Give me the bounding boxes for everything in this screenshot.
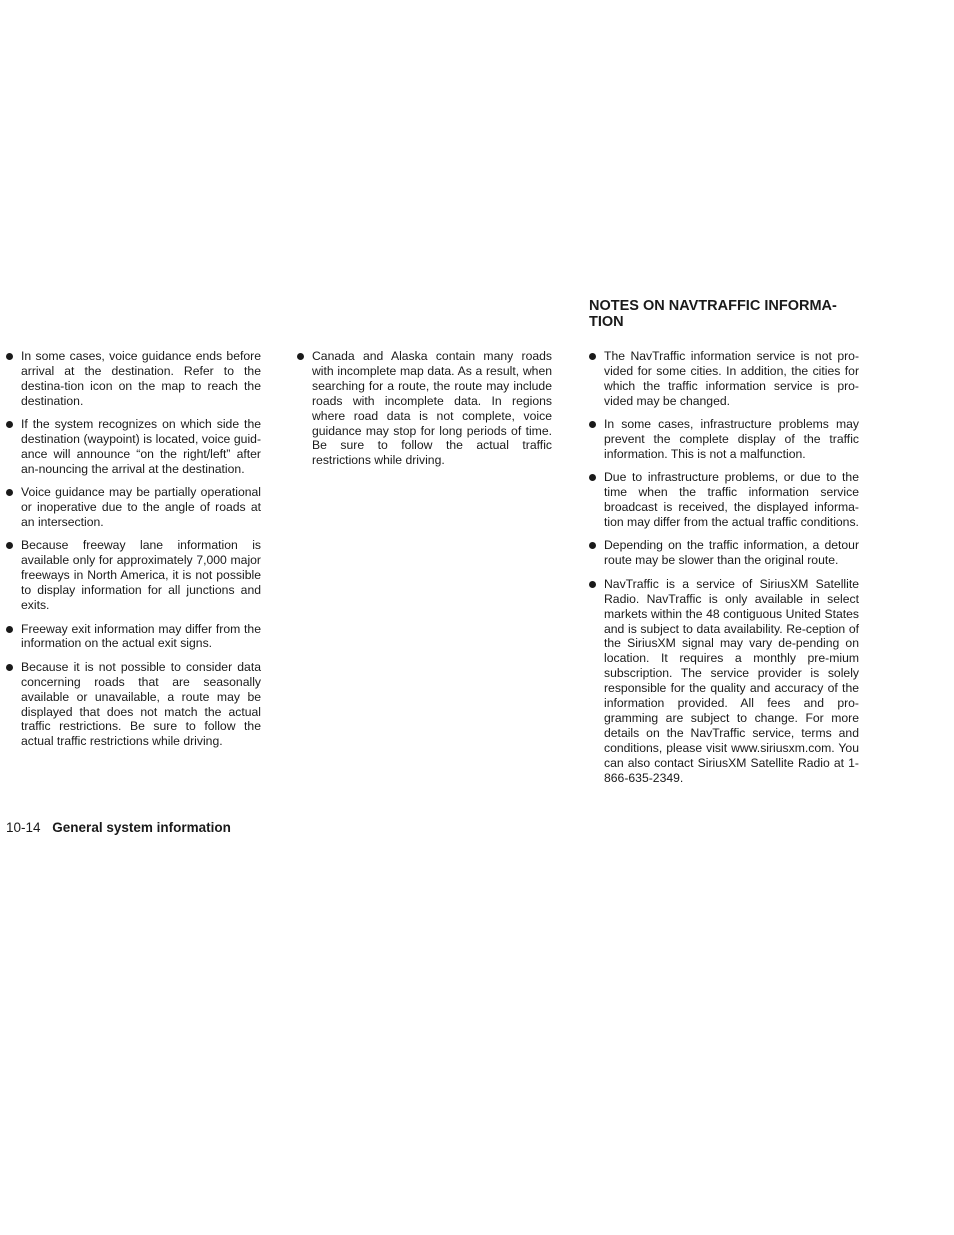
list-item: Depending on the traffic information, a detour route may be slower than the original route.: [589, 538, 859, 568]
bullet-icon: [589, 581, 596, 588]
list-item: Canada and Alaska contain many roads with incomplete map data. As a result, when searching for a route, the route may include roads with incomplete data. In regions where road data is not complete, voice guidance may stop for long periods of time. Be sure to follow the actual traffic restrictions while driving.: [297, 349, 552, 468]
right-column: [589, 349, 859, 794]
heading-line-2: TION: [589, 314, 624, 330]
footer-section-title: General system information: [52, 820, 231, 835]
list-item: Due to infrastructure problems, or due to the time when the traffic information service broadcast is received, the displayed informa-tion may differ from the actual traffic conditions.: [589, 470, 859, 530]
middle-column: [297, 349, 552, 477]
bullet-icon: [589, 474, 596, 481]
bullet-list: [297, 349, 552, 468]
bullet-icon: [6, 353, 13, 360]
page-footer: [6, 820, 231, 836]
bullet-icon: [589, 421, 596, 428]
list-item: NavTraffic is a service of SiriusXM Satellite Radio. NavTraffic is only available in select markets within the 48 contiguous United States and is subject to data availability. Re-ception of the SiriusXM signal may vary de-pending on location. It requires a monthly pre-mium subscription. The service provider is solely responsible for the quality and accuracy of the information provided. All fees and pro-gramming are subject to change. For more details on the NavTraffic service, terms and conditions, please visit www.siriusxm.com. You can also contact SiriusXM Satellite Radio at 1-866-635-2349.: [589, 577, 859, 786]
list-item: In some cases, infrastructure problems may prevent the complete display of the traffic information. This is not a malfunction.: [589, 417, 859, 462]
left-column: [6, 349, 261, 758]
bullet-icon: [6, 626, 13, 633]
list-item: Because freeway lane information is available only for approximately 7,000 major freeways in North America, it is not possible to display information for all junctions and exits.: [6, 538, 261, 613]
bullet-icon: [6, 421, 13, 428]
bullet-list: [6, 349, 261, 749]
page-number: 10-14: [6, 820, 41, 835]
list-item: Freeway exit information may differ from the information on the actual exit signs.: [6, 622, 261, 652]
bullet-icon: [6, 489, 13, 496]
list-item: In some cases, voice guidance ends before arrival at the destination. Refer to the destina-tion icon on the map to reach the destination.: [6, 349, 261, 409]
list-item: The NavTraffic information service is not pro-vided for some cities. In addition, the cities for which the traffic information service is pro-vided may be changed.: [589, 349, 859, 409]
list-item: If the system recognizes on which side the destination (waypoint) is located, voice guid-ance will announce “on the right/left” after an-nouncing the arrival at the destination.: [6, 417, 261, 477]
bullet-icon: [589, 542, 596, 549]
bullet-icon: [297, 353, 304, 360]
bullet-icon: [589, 353, 596, 360]
bullet-icon: [6, 542, 13, 549]
heading-line-1: NOTES ON NAVTRAFFIC INFORMA-: [589, 298, 837, 314]
list-item: Voice guidance may be partially operational or inoperative due to the angle of roads at an intersection.: [6, 485, 261, 530]
list-item: Because it is not possible to consider data concerning roads that are seasonally available or unavailable, a route may be displayed that does not match the actual traffic restrictions. Be sure to follow the actual traffic restrictions while driving.: [6, 660, 261, 749]
bullet-icon: [6, 664, 13, 671]
section-heading: [589, 298, 859, 330]
bullet-list: [589, 349, 859, 785]
